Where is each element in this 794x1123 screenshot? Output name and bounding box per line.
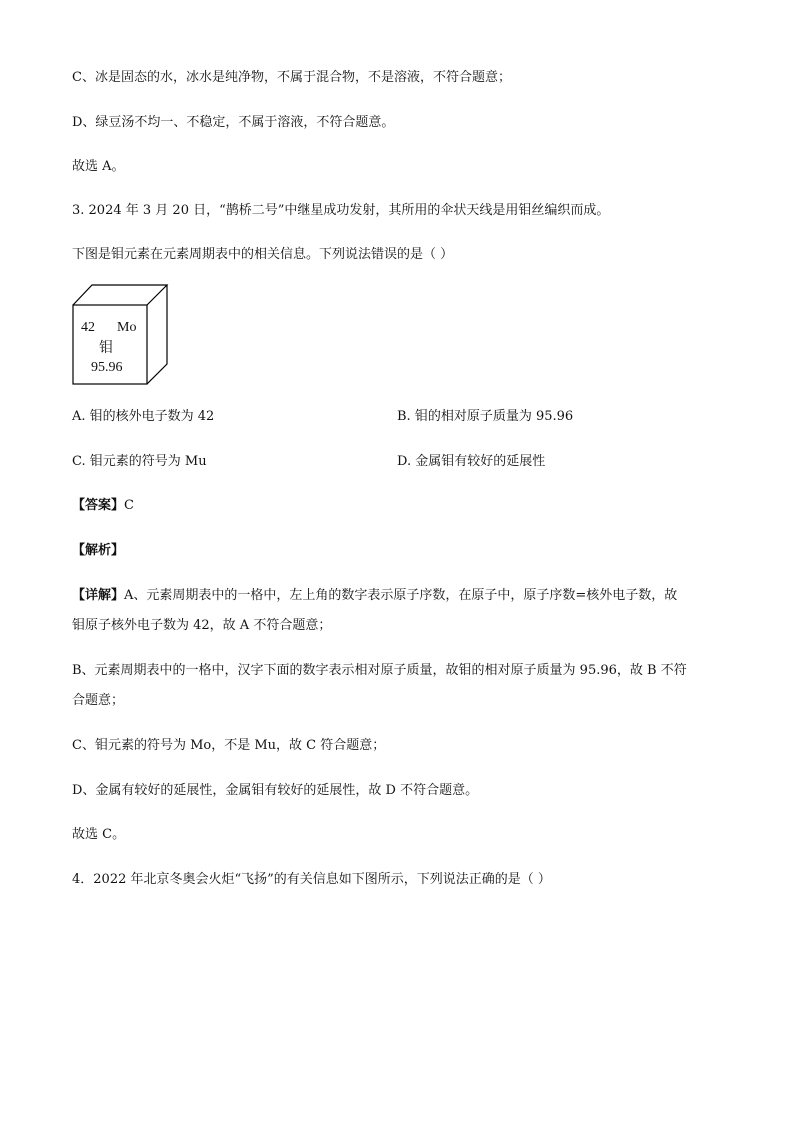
detail-line xyxy=(72,587,677,605)
detail-line: 合题意； xyxy=(72,693,125,708)
element-tile-figure xyxy=(72,284,168,384)
option-a: A. 钼的核外电子数为 42 xyxy=(72,409,215,424)
detail-line: 故选 C。 xyxy=(72,827,126,842)
question-3-prompt: 下图是钼元素在元素周期表中的相关信息。下列说法错误的是（ ） xyxy=(72,247,454,262)
detail-line: B、元素周期表中的一格中，汉字下面的数字表示相对原子质量，故钼的相对原子质量为 95.96，故 B 不符 xyxy=(72,663,687,678)
detail-line: C、钼元素的符号为 Mo，不是 Mu，故 C 符合题意； xyxy=(72,738,386,753)
analysis-label: 【解析】 xyxy=(72,543,125,558)
text-line: D、绿豆汤不均一、不稳定，不属于溶液，不符合题意。 xyxy=(72,115,395,130)
option-c: C. 钼元素的符号为 Mu xyxy=(72,454,207,469)
detail-line: D、金属有较好的延展性，金属钼有较好的延展性，故 D 不符合题意。 xyxy=(72,783,479,798)
option-b: B. 钼的相对原子质量为 95.96 xyxy=(397,409,574,424)
element-name: 钼 xyxy=(99,340,113,356)
text-line: 故选 A。 xyxy=(72,159,125,174)
detail-label: 【详解】 xyxy=(72,588,125,603)
answer-line xyxy=(72,497,134,515)
option-d: D. 金属钼有较好的延展性 xyxy=(397,454,546,469)
element-symbol: Mo xyxy=(117,320,137,335)
text-line: C、冰是固态的水，冰水是纯净物，不属于混合物，不是溶液，不符合题意； xyxy=(72,70,511,85)
question-3-stem: 3. 2024 年 3 月 20 日，“鹊桥二号”中继星成功发射，其所用的伞状天线是用钼丝编织而成。 xyxy=(72,203,610,218)
answer-label: 【答案】 xyxy=(72,498,125,513)
atomic-number: 42 xyxy=(81,320,95,335)
detail-line: 钼原子核外电子数为 42，故 A 不符合题意； xyxy=(72,618,332,633)
detail-text: A、元素周期表中的一格中，左上角的数字表示原子序数，在原子中，原子序数=核外电子数，故 xyxy=(124,588,678,603)
question-4-stem: 4．2022 年北京冬奥会火炬“飞扬”的有关信息如下图所示，下列说法正确的是（ ） xyxy=(72,872,551,887)
answer-value: C xyxy=(124,498,134,513)
atomic-mass: 95.96 xyxy=(91,360,123,375)
